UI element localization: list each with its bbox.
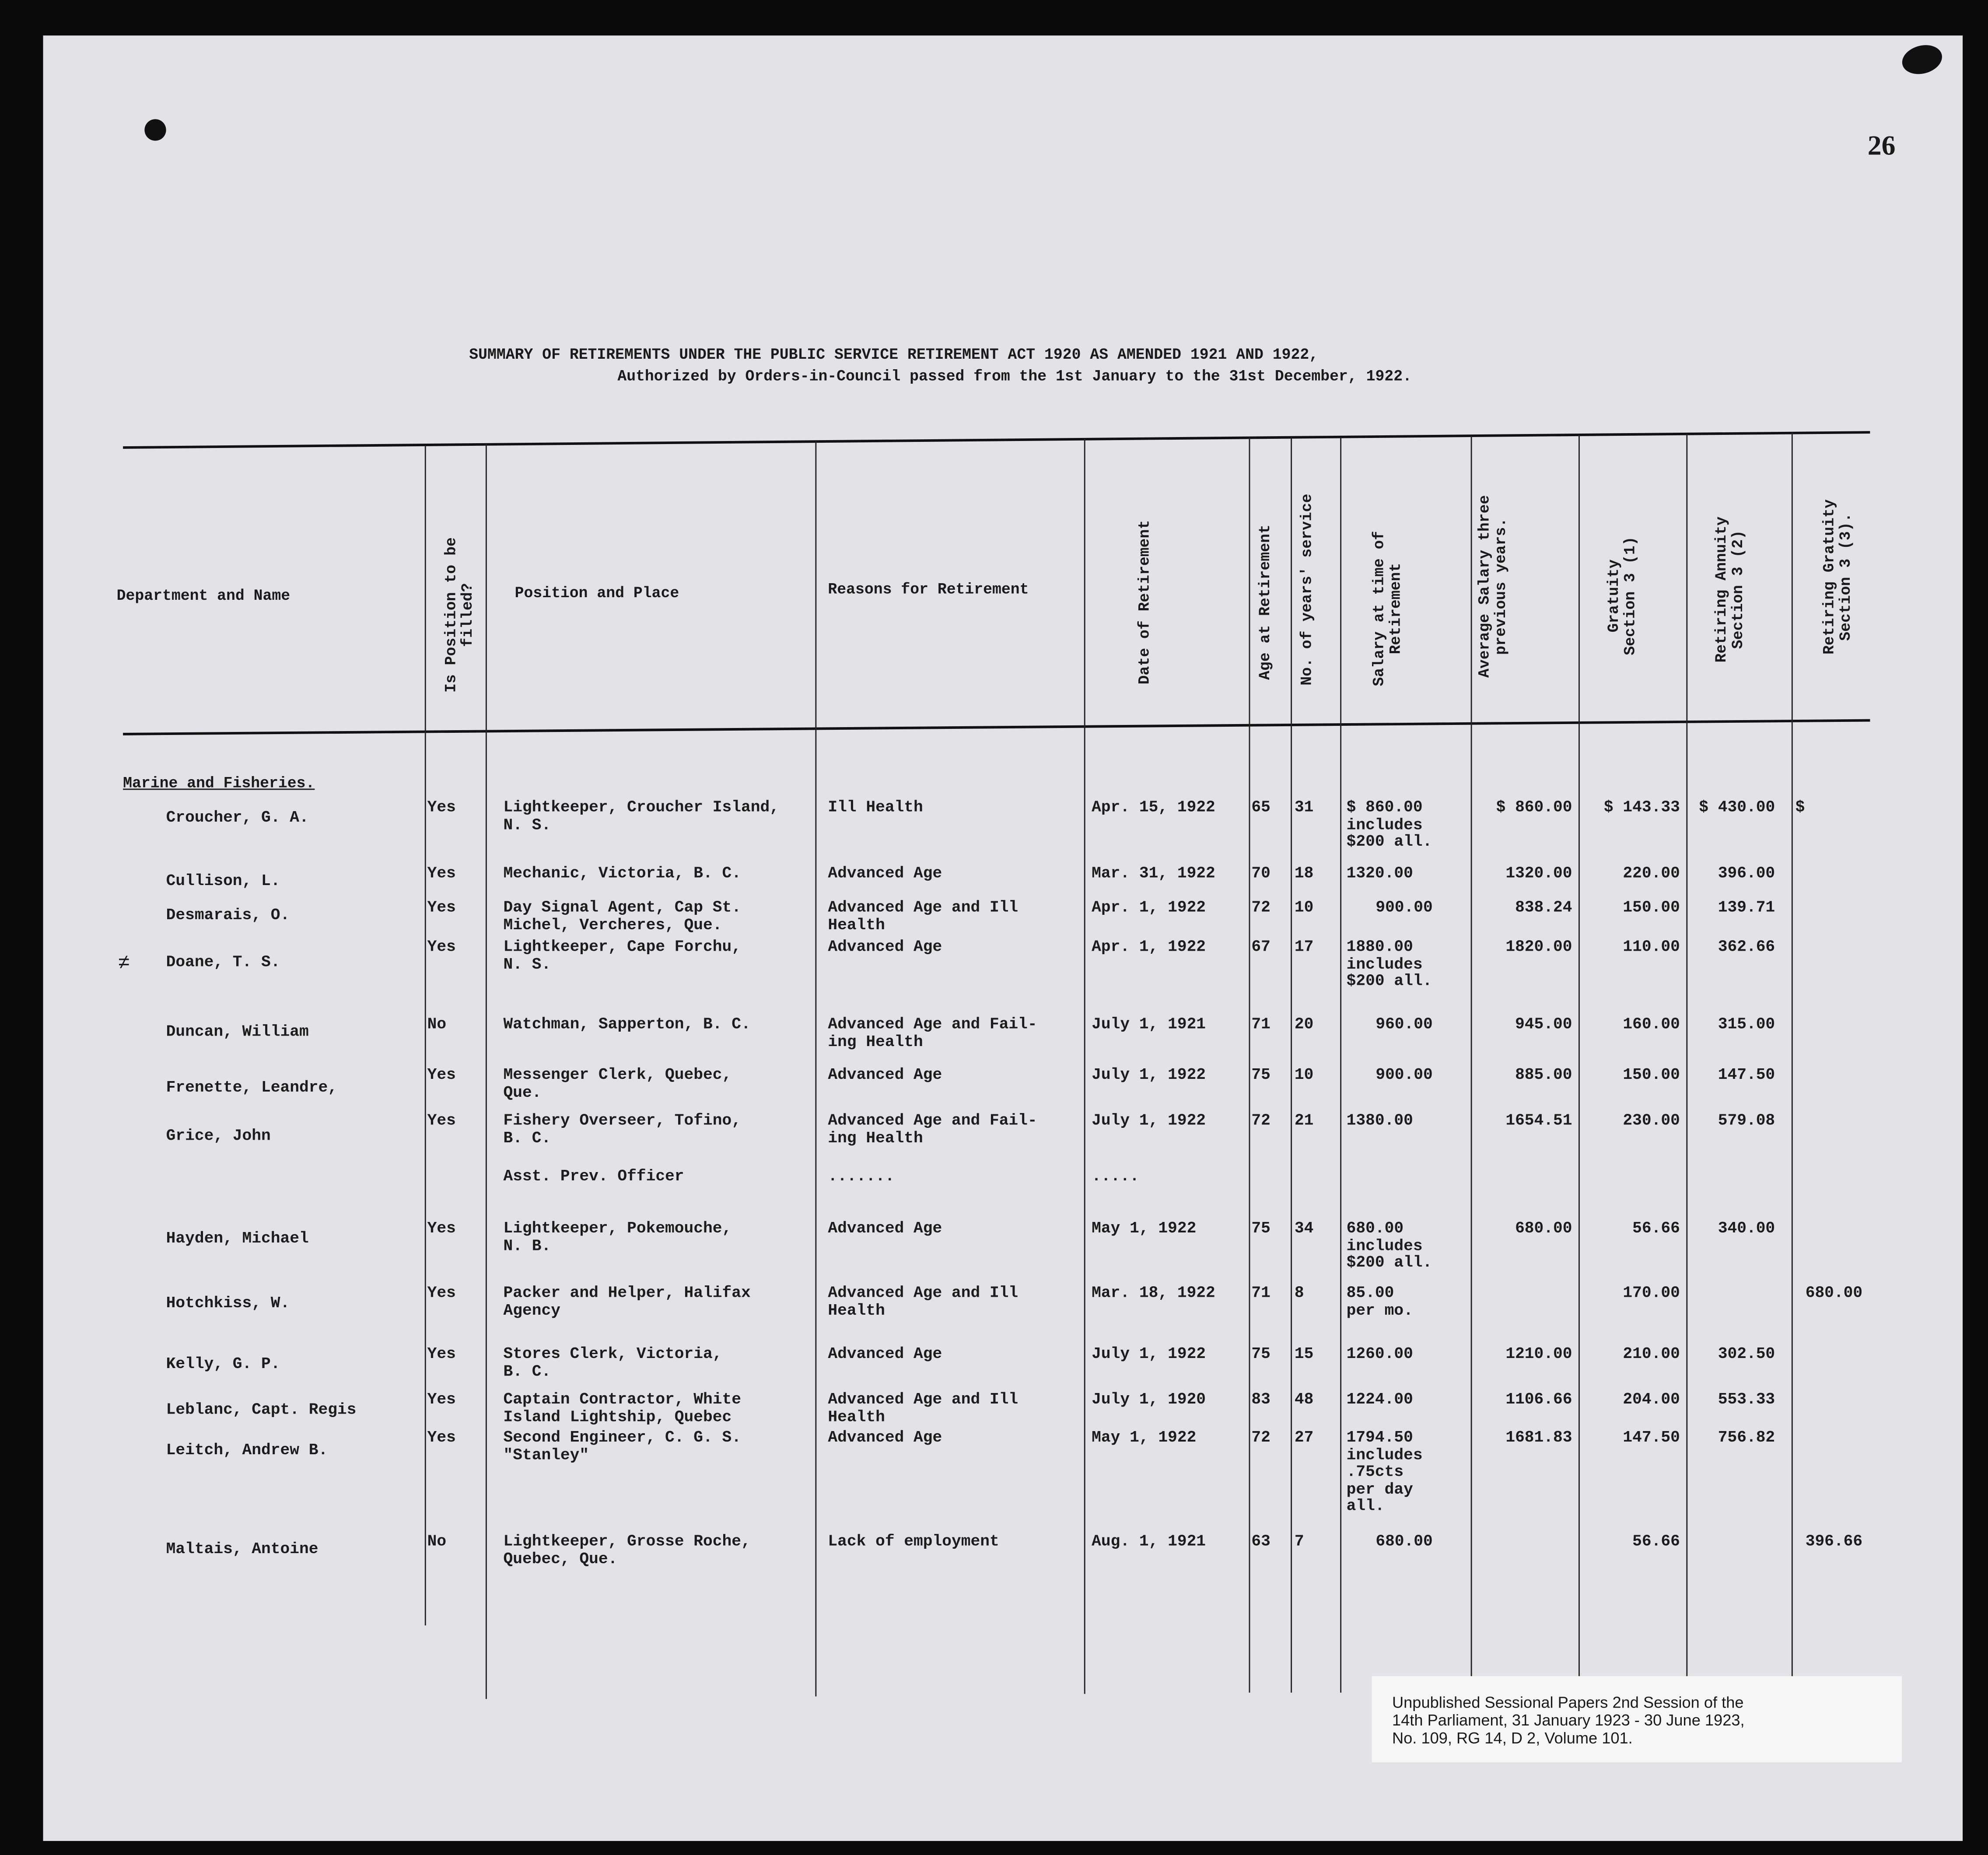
cell-annuity: 139.71 [1718, 899, 1775, 917]
page-title: SUMMARY OF RETIREMENTS UNDER THE PUBLIC SERVICE RETIREMENT ACT 1920 AS AMENDED 1921 AND 1922, [469, 346, 1319, 364]
cell-years: 21 [1294, 1112, 1314, 1130]
cell-filled: Yes [427, 1345, 456, 1363]
cell-years: 48 [1294, 1391, 1314, 1409]
cell-name: Maltais, Antoine [166, 1540, 318, 1558]
table-row [0, 1219, 1988, 1272]
cell-gratuity: 150.00 [1623, 1066, 1680, 1084]
cell-age: 83 [1251, 1391, 1270, 1409]
cell-gratuity: $ 143.33 [1603, 798, 1680, 817]
cell-date: ..... [1092, 1168, 1139, 1186]
cell-date: Aug. 1, 1921 [1092, 1533, 1206, 1551]
cell-filled: Yes [427, 938, 456, 956]
cell-date: Apr. 1, 1922 [1092, 938, 1206, 956]
cell-gratuity: 160.00 [1623, 1015, 1680, 1033]
cell-annuity: 362.66 [1718, 938, 1775, 956]
cell-salary: 900.00 [1376, 1066, 1433, 1084]
table-row [0, 1015, 1988, 1050]
cell-position: Lightkeeper, Croucher Island, N. S. [503, 798, 779, 834]
cell-years: 27 [1294, 1429, 1314, 1447]
cell-filled: Yes [427, 899, 456, 917]
cell-name: Hotchkiss, W. [166, 1294, 290, 1312]
cell-age: 65 [1251, 798, 1270, 817]
cell-avg-salary: 1106.66 [1505, 1391, 1572, 1409]
cell-position: Watchman, Sapperton, B. C. [503, 1015, 751, 1033]
cell-avg-salary: 1681.83 [1505, 1429, 1572, 1447]
cell-gratuity: 170.00 [1623, 1284, 1680, 1302]
punch-hole-mark [144, 119, 166, 140]
cell-date: May 1, 1922 [1092, 1219, 1197, 1238]
cell-annuity: 315.00 [1718, 1015, 1775, 1033]
cell-filled: Yes [427, 798, 456, 817]
cell-name: Leblanc, Capt. Regis [166, 1401, 357, 1419]
cell-filled: No [427, 1015, 447, 1033]
table-row [0, 899, 1988, 934]
cell-position: Packer and Helper, Halifax Agency [503, 1284, 751, 1320]
cell-reason: Advanced Age and Fail- ing Health [828, 1015, 1037, 1050]
cell-annuity: 553.33 [1718, 1391, 1775, 1409]
cell-retiring-gratuity: 396.66 [1805, 1533, 1863, 1551]
cell-name: Cullison, L. [166, 872, 280, 890]
cell-filled: Yes [427, 1284, 456, 1302]
cell-date: July 1, 1920 [1092, 1391, 1206, 1409]
header-department-name: Department and Name [116, 587, 290, 605]
cell-years: 10 [1294, 1066, 1314, 1084]
cell-avg-salary: 1210.00 [1505, 1345, 1572, 1363]
cell-annuity: 340.00 [1718, 1219, 1775, 1238]
cell-age: 75 [1251, 1345, 1270, 1363]
page-number: 26 [1867, 129, 1896, 161]
cell-name: Doane, T. S. [166, 953, 280, 971]
cell-avg-salary: 680.00 [1515, 1219, 1572, 1238]
header-retiring-gratuity: Retiring Gratuity Section 3 (3). [1820, 499, 1855, 655]
cell-reason: Advanced Age and Ill Health [828, 1391, 1018, 1426]
header-position-filled: Is Position to be filled? [442, 537, 477, 693]
cell-position: Messenger Clerk, Quebec, Que. [503, 1066, 732, 1101]
cell-annuity: $ 430.00 [1699, 798, 1775, 817]
cell-reason: Advanced Age [828, 1345, 942, 1363]
cell-reason: Advanced Age [828, 938, 942, 956]
cell-reason: ....... [828, 1168, 895, 1186]
cell-gratuity: 230.00 [1623, 1112, 1680, 1130]
cell-filled: Yes [427, 1066, 456, 1084]
cell-position: Lightkeeper, Grosse Roche, Quebec, Que. [503, 1533, 751, 1568]
cell-years: 34 [1294, 1219, 1314, 1238]
cell-years: 8 [1294, 1284, 1304, 1302]
cell-reason: Advanced Age and Fail- ing Health [828, 1112, 1037, 1147]
column-divider [486, 444, 487, 1699]
cell-salary: 1320.00 [1346, 864, 1413, 883]
cell-reason: Advanced Age and Ill Health [828, 1284, 1018, 1320]
cell-name: Grice, John [166, 1127, 271, 1145]
cell-age: 72 [1251, 1429, 1270, 1447]
column-divider [1792, 432, 1793, 1687]
cell-name: Duncan, William [166, 1023, 309, 1041]
cell-date: July 1, 1921 [1092, 1015, 1206, 1033]
cell-annuity: 147.50 [1718, 1066, 1775, 1084]
cell-name: Hayden, Michael [166, 1230, 309, 1248]
cell-gratuity: 204.00 [1623, 1391, 1680, 1409]
cell-position: Mechanic, Victoria, B. C. [503, 864, 741, 883]
column-divider [1578, 435, 1580, 1690]
cell-annuity: 756.82 [1718, 1429, 1775, 1447]
cell-retiring-gratuity: $ [1795, 798, 1805, 817]
cell-salary: 680.00 includes $200 all. [1346, 1219, 1432, 1272]
table-row [0, 1345, 1988, 1380]
cell-date: July 1, 1922 [1092, 1066, 1206, 1084]
cell-filled: Yes [427, 1429, 456, 1447]
cell-gratuity: 220.00 [1623, 864, 1680, 883]
table-row [0, 938, 1988, 990]
cell-salary: 1224.00 [1346, 1391, 1413, 1409]
cell-years: 10 [1294, 899, 1314, 917]
cell-age: 71 [1251, 1284, 1270, 1302]
cell-years: 17 [1294, 938, 1314, 956]
table-row [0, 864, 1988, 890]
cell-salary: 1380.00 [1346, 1112, 1413, 1130]
cell-filled: Yes [427, 864, 456, 883]
table-row [0, 1391, 1988, 1426]
cell-reason: Advanced Age [828, 864, 942, 883]
cell-date: May 1, 1922 [1092, 1429, 1197, 1447]
cell-name: Frenette, Leandre, [166, 1079, 337, 1097]
cell-reason: Advanced Age [828, 1066, 942, 1084]
column-divider [1686, 434, 1687, 1689]
margin-annotation: ≠ [118, 952, 130, 975]
header-salary: Salary at time of Retirement [1370, 531, 1405, 686]
cell-reason: Ill Health [828, 798, 923, 817]
cell-gratuity: 210.00 [1623, 1345, 1680, 1363]
cell-gratuity: 150.00 [1623, 899, 1680, 917]
column-divider [1249, 438, 1250, 1693]
cell-avg-salary: 885.00 [1515, 1066, 1572, 1084]
cell-reason: Lack of employment [828, 1533, 999, 1551]
cell-date: July 1, 1922 [1092, 1112, 1206, 1130]
cell-position: Lightkeeper, Cape Forchu, N. S. [503, 938, 741, 973]
header-position-place: Position and Place [514, 584, 679, 602]
cell-age: 63 [1251, 1533, 1270, 1551]
header-age: Age at Retirement [1256, 525, 1274, 680]
cell-position: Fishery Overseer, Tofino, B. C. [503, 1112, 741, 1147]
cell-age: 71 [1251, 1015, 1270, 1033]
cell-date: Mar. 18, 1922 [1092, 1284, 1215, 1302]
cell-position: Asst. Prev. Officer [503, 1168, 684, 1186]
table-row [0, 1066, 1988, 1101]
cell-annuity: 396.00 [1718, 864, 1775, 883]
page-subtitle: Authorized by Orders-in-Council passed from the 1st January to the 31st December, 1922. [617, 368, 1412, 385]
cell-salary: 1880.00 includes $200 all. [1346, 938, 1432, 990]
cell-name: Croucher, G. A. [166, 808, 309, 827]
cell-age: 70 [1251, 864, 1270, 883]
cell-name: Leitch, Andrew B. [166, 1442, 328, 1460]
header-date: Date of Retirement [1136, 520, 1154, 685]
cell-years: 7 [1294, 1533, 1304, 1551]
cell-salary: 680.00 [1376, 1533, 1433, 1551]
source-note-text: Unpublished Sessional Papers 2nd Session of the 14th Parliament, 31 January 1923 - 30 June 1923, No. 109, RG 14, D 2, Volume 101. [1392, 1694, 1745, 1747]
cell-age: 75 [1251, 1219, 1270, 1238]
header-retiring-annuity: Retiring Annuity Section 3 (2) [1713, 516, 1747, 663]
column-divider [1084, 439, 1085, 1694]
cell-reason: Advanced Age and Ill Health [828, 899, 1018, 934]
column-divider [1340, 438, 1341, 1693]
cell-name: Kelly, G. P. [166, 1355, 280, 1373]
cell-position: Stores Clerk, Victoria, B. C. [503, 1345, 722, 1380]
cell-position: Captain Contractor, White Island Lightship, Quebec [503, 1391, 741, 1426]
table-row [0, 1284, 1988, 1320]
cell-avg-salary: $ 860.00 [1496, 798, 1572, 817]
cell-reason: Advanced Age [828, 1429, 942, 1447]
table-row [0, 1429, 1988, 1516]
table-row [0, 1112, 1988, 1147]
column-divider [1291, 438, 1292, 1693]
cell-gratuity: 147.50 [1623, 1429, 1680, 1447]
cell-salary: 960.00 [1376, 1015, 1433, 1033]
cell-salary: $ 860.00 includes $200 all. [1346, 798, 1432, 851]
cell-date: July 1, 1922 [1092, 1345, 1206, 1363]
cell-gratuity: 56.66 [1632, 1219, 1680, 1238]
header-reasons: Reasons for Retirement [828, 581, 1029, 598]
cell-age: 72 [1251, 1112, 1270, 1130]
cell-avg-salary: 1820.00 [1505, 938, 1572, 956]
cell-filled: No [427, 1533, 447, 1551]
cell-avg-salary: 1320.00 [1505, 864, 1572, 883]
cell-date: Apr. 1, 1922 [1092, 899, 1206, 917]
cell-filled: Yes [427, 1112, 456, 1130]
cell-years: 20 [1294, 1015, 1314, 1033]
column-divider [425, 446, 426, 1625]
department-heading: Marine and Fisheries. [123, 774, 315, 793]
cell-years: 15 [1294, 1345, 1314, 1363]
cell-years: 18 [1294, 864, 1314, 883]
cell-salary: 1260.00 [1346, 1345, 1413, 1363]
cell-date: Apr. 15, 1922 [1092, 798, 1215, 817]
cell-filled: Yes [427, 1391, 456, 1409]
cell-years: 31 [1294, 798, 1314, 817]
cell-annuity: 579.08 [1718, 1112, 1775, 1130]
table-row [0, 798, 1988, 851]
cell-gratuity: 110.00 [1623, 938, 1680, 956]
cell-retiring-gratuity: 680.00 [1805, 1284, 1863, 1302]
header-average-salary: Average Salary three previous years. [1476, 495, 1510, 678]
cell-gratuity: 56.66 [1632, 1533, 1680, 1551]
cell-avg-salary: 1654.51 [1505, 1112, 1572, 1130]
header-gratuity: Gratuity Section 3 (1) [1605, 536, 1640, 655]
cell-avg-salary: 838.24 [1515, 899, 1572, 917]
cell-position: Day Signal Agent, Cap St. Michel, Vercheres, Que. [503, 899, 741, 934]
source-note-label [1372, 1676, 1902, 1762]
cell-age: 75 [1251, 1066, 1270, 1084]
column-divider [1471, 436, 1472, 1691]
cell-position: Lightkeeper, Pokemouche, N. B. [503, 1219, 732, 1255]
cell-salary: 1794.50 includes .75cts per day all. [1346, 1429, 1423, 1516]
cell-salary: 85.00 per mo. [1346, 1284, 1413, 1320]
cell-salary: 900.00 [1376, 899, 1433, 917]
cell-filled: Yes [427, 1219, 456, 1238]
header-years-service: No. of years' service [1298, 494, 1316, 686]
cell-position: Second Engineer, C. G. S. "Stanley" [503, 1429, 741, 1464]
cell-avg-salary: 945.00 [1515, 1015, 1572, 1033]
table-row [0, 1533, 1988, 1568]
cell-annuity: 302.50 [1718, 1345, 1775, 1363]
cell-name: Desmarais, O. [166, 906, 290, 924]
cell-date: Mar. 31, 1922 [1092, 864, 1215, 883]
cell-reason: Advanced Age [828, 1219, 942, 1238]
table-row [0, 1168, 1988, 1186]
cell-age: 67 [1251, 938, 1270, 956]
cell-age: 72 [1251, 899, 1270, 917]
